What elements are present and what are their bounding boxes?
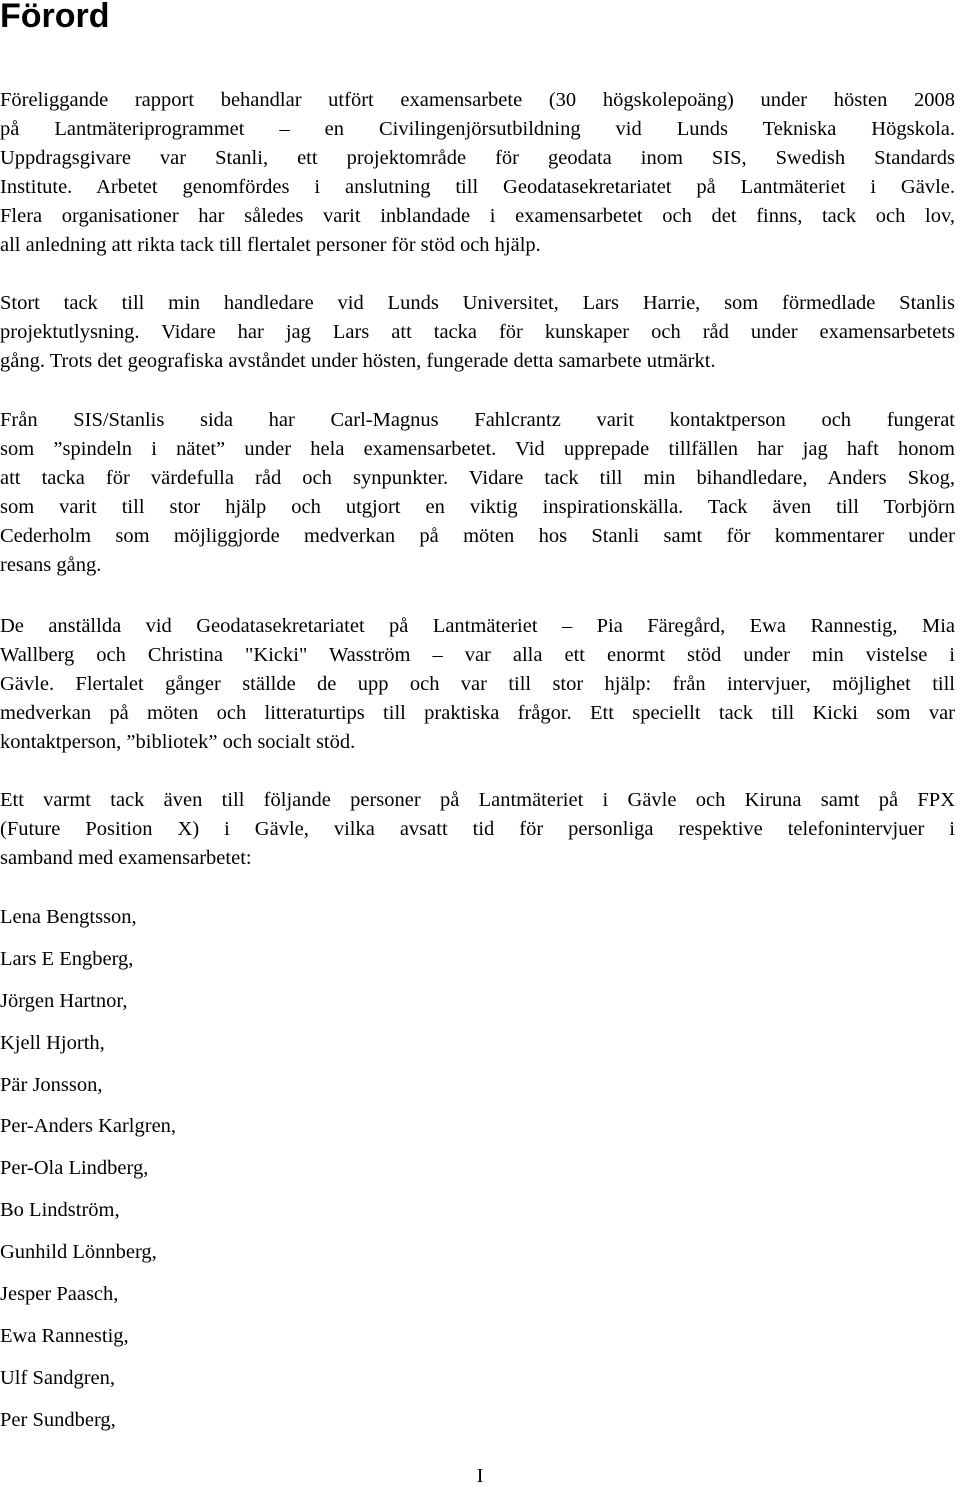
text-line: på Lantmäteriprogrammet – en Civilingenjörsutbildning vid Lunds Tekniska Högskola. <box>0 118 955 140</box>
text-line: Cederholm som möjliggjorde medverkan på möten hos Stanli samt för kommentarer under <box>0 525 955 547</box>
text-line: Uppdragsgivare var Stanli, ett projektområde för geodata inom SIS, Swedish Standards <box>0 147 955 169</box>
text-line: De anställda vid Geodatasekretariatet på Lantmäteriet – Pia Färegård, Ewa Rannestig, Mia <box>0 615 955 637</box>
text-line: som ”spindeln i nätet” under hela examensarbetet. Vid upprepade tillfällen har jag haft honom <box>0 438 955 460</box>
list-item: Lena Bengtsson, <box>0 906 137 928</box>
text-line: (Future Position X) i Gävle, vilka avsatt tid för personliga respektive telefonintervjuer i <box>0 818 955 840</box>
list-item: Ulf Sandgren, <box>0 1366 116 1389</box>
list-item: Per-Anders Karlgren, <box>0 1115 177 1138</box>
paragraph-thanks-interviewees <box>0 786 955 873</box>
list-item: Jörgen Hartnor, <box>0 989 128 1012</box>
list-item: Bo Lindström, <box>0 1199 120 1222</box>
text-line: Gävle. Flertalet gånger ställde de upp och var till stor hjälp: från intervjuer, möjlighet till <box>0 673 955 695</box>
list-item: Per Sundberg, <box>0 1408 116 1431</box>
text-line: Institute. Arbetet genomfördes i anslutning till Geodatasekretariatet på Lantmäteriet i Gävle. <box>0 176 955 198</box>
text-line: medverkan på möten och litteraturtips till praktiska frågor. Ett speciellt tack till Kicki som var <box>0 702 955 724</box>
paragraph-sis-stanli <box>0 406 955 580</box>
paragraph-supervisor <box>0 289 955 376</box>
text-line: samband med examensarbetet: <box>0 847 252 869</box>
paragraph-geodatasekretariatet <box>0 612 955 757</box>
list-item: Per-Ola Lindberg, <box>0 1157 149 1180</box>
list-item: Pär Jonsson, <box>0 1073 103 1096</box>
text-line: kontaktperson, ”bibliotek” och socialt stöd. <box>0 731 356 753</box>
list-item: Kjell Hjorth, <box>0 1031 105 1054</box>
list-item: Lars E Engberg, <box>0 947 134 970</box>
text-line: Från SIS/Stanlis sida har Carl-Magnus Fahlcrantz varit kontaktperson och fungerat <box>0 409 955 431</box>
text-line: resans gång. <box>0 554 102 576</box>
text-line: gång. Trots det geografiska avståndet under hösten, fungerade detta samarbete utmärkt. <box>0 350 716 372</box>
text-line: Stort tack till min handledare vid Lunds Universitet, Lars Harrie, som förmedlade Stanlis <box>0 292 955 314</box>
page-number: I <box>476 1465 484 1487</box>
names-list <box>0 903 176 1448</box>
text-line: Flera organisationer har således varit inblandade i examensarbetet och det finns, tack och lov, <box>0 205 955 227</box>
list-item: Jesper Paasch, <box>0 1283 119 1306</box>
text-line: Föreliggande rapport behandlar utfört examensarbete (30 högskolepoäng) under hösten 2008 <box>0 89 955 111</box>
list-item: Gunhild Lönnberg, <box>0 1241 157 1264</box>
text-line: projektutlysning. Vidare har jag Lars att tacka för kunskaper och råd under examensarbetets <box>0 321 955 343</box>
list-item: Ewa Rannestig, <box>0 1324 129 1347</box>
text-line: all anledning att rikta tack till flertalet personer för stöd och hjälp. <box>0 234 541 256</box>
text-line: som varit till stor hjälp och utgjort en viktig inspirationskälla. Tack även till Torbjörn <box>0 496 955 518</box>
paragraph-intro <box>0 86 955 260</box>
page-title: Förord <box>0 0 110 35</box>
text-line: Ett varmt tack även till följande personer på Lantmäteriet i Gävle och Kiruna samt på FPX <box>0 789 955 811</box>
text-line: Wallberg och Christina "Kicki" Wasström – var alla ett enormt stöd under min vistelse i <box>0 644 955 666</box>
text-line: att tacka för värdefulla råd och synpunkter. Vidare tack till min bihandledare, Anders Skog, <box>0 467 955 489</box>
